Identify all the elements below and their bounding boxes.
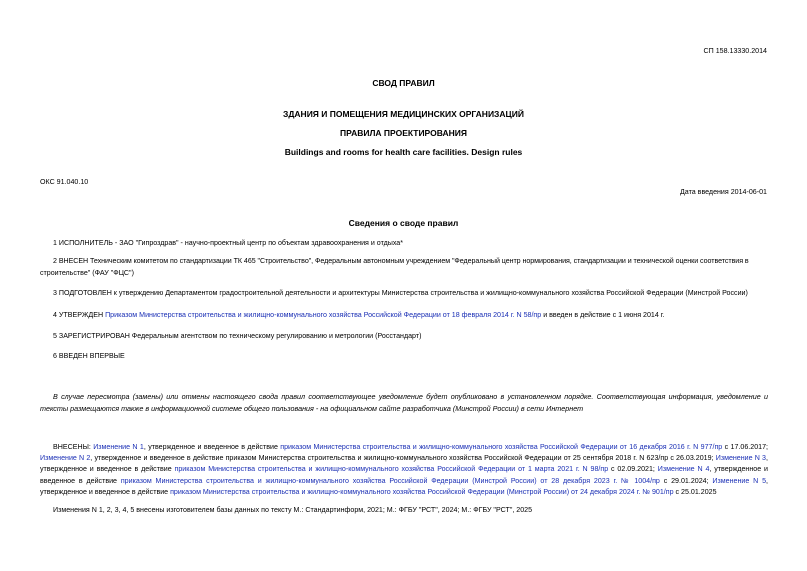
change-3-link[interactable]: Изменение N 3 xyxy=(715,454,767,463)
change-5-date: с 25.01.2025 xyxy=(673,487,717,496)
info-item-6: 6 ВВЕДЕН ВПЕРВЫЕ xyxy=(53,352,125,360)
change-3-text: , утвержденное и введенное в действие xyxy=(40,454,768,474)
revision-notice xyxy=(40,391,768,414)
change-4-date: с 29.01.2024; xyxy=(659,476,709,485)
change-4-order-link[interactable]: приказом Министерства строительства и жилищно-коммунального хозяйства Российской Федерации (Минстрой России) от 28 декабря 2023 г. № 1004/пр xyxy=(120,476,660,485)
info-item-3: 3 ПОДГОТОВЛЕН к утверждению Департаментом градостроительной деятельности и архитектуры Министерства строительства и жилищно-коммунального хозяйства Российской Федерации (Минстрой России) xyxy=(53,289,748,297)
change-1-date: с 17.06.2017; xyxy=(722,443,769,451)
info-item-2 xyxy=(40,256,768,279)
info-item-2-line2: строительстве" (ФАУ "ФЦС") xyxy=(40,268,134,277)
changes-paragraph xyxy=(40,442,768,498)
info-item-1: 1 ИСПОЛНИТЕЛЬ - ЗАО "Гипроздрав" - научно-проектный центр по объектам здравоохранения и отдыха* xyxy=(53,239,404,247)
document-subtitle: ЗДАНИЯ И ПОМЕЩЕНИЯ МЕДИЦИНСКИХ ОРГАНИЗАЦИЙ xyxy=(283,109,524,119)
change-5-link[interactable]: Изменение N 5 xyxy=(712,476,767,485)
change-5-text: , утвержденное и введенное в действие xyxy=(40,476,768,496)
info-item-4-suffix: и введен в действие с 1 июня 2014 г. xyxy=(541,311,665,319)
approval-order-link[interactable]: Приказом Министерства строительства и жилищно-коммунального хозяйства Российской Федерации от 18 февраля 2014 г. N 58/пр xyxy=(105,311,542,319)
section-title: Сведения о своде правил xyxy=(348,218,459,228)
info-item-2-line1: 2 ВНЕСЕН Техническим комитетом по стандартизации ТК 465 "Строительство", Федеральным автономным учреждением "Федеральный центр нормирования, стандартизации и технической оценки соответствия в xyxy=(53,257,749,265)
change-3-order-link[interactable]: приказом Министерства строительства и жилищно-коммунального хозяйства Российской Федерации от 1 марта 2021 г. N 98/пр xyxy=(174,465,609,474)
changes-label: ВНЕСЕНЫ: xyxy=(53,443,94,451)
change-3-date: с 02.09.2021; xyxy=(608,465,655,474)
change-2-link[interactable]: Изменение N 2 xyxy=(40,454,91,463)
change-4-text: , утвержденное и введенное в действие xyxy=(40,465,768,485)
oks-code: ОКС 91.040.10 xyxy=(40,178,89,186)
change-2-text: , утвержденное и введенное в действие приказом Министерства строительства и жилищно-коммунального хозяйства Российской Федерации от 25 сентября 2018 г. N 623/пр с 26.03.2019; xyxy=(90,454,714,463)
info-item-4-prefix: 4 УТВЕРЖДЕН xyxy=(53,311,106,319)
introduction-date: Дата введения 2014-06-01 xyxy=(680,188,767,196)
document-english-title: Buildings and rooms for health care facilities. Design rules xyxy=(284,147,523,157)
changes-source-note: Изменения N 1, 2, 3, 4, 5 внесены изготовителем базы данных по тексту М.: Стандартинформ, 2021; М.: ФГБУ "РСТ", 2024; М.: ФГБУ "РСТ", 2025 xyxy=(53,506,533,514)
document-code: СП 158.13330.2014 xyxy=(703,47,767,55)
change-1-order-link[interactable]: приказом Министерства строительства и жилищно-коммунального хозяйства Российской Федерации от 16 декабря 2016 г. N 977/пр xyxy=(280,443,723,451)
revision-notice-text: В случае пересмотра (замены) или отмены настоящего свода правил соответствующее уведомление будет опубликовано в установленном порядке. Соответствующая информация, уведомление и тексты размещаются также в информационной системе общего пользования - на официальном сайте разработчика (Минстрой России) в сети Интернет xyxy=(40,392,768,413)
change-4-link[interactable]: Изменение N 4 xyxy=(657,465,710,474)
change-5-order-link[interactable]: приказом Министерства строительства и жилищно-коммунального хозяйства Российской Федерации (Минстрой России) от 24 декабря 2024 г. № 901/пр xyxy=(170,487,674,496)
document-subtitle-design-rules: ПРАВИЛА ПРОЕКТИРОВАНИЯ xyxy=(340,128,467,138)
info-item-5: 5 ЗАРЕГИСТРИРОВАН Федеральным агентством по техническому регулированию и метрологии (Росстандарт) xyxy=(53,332,422,340)
document-type-title: СВОД ПРАВИЛ xyxy=(372,78,435,88)
change-1-text: , утвержденное и введенное в действие xyxy=(143,443,281,451)
change-1-link[interactable]: Изменение N 1 xyxy=(93,443,144,451)
info-item-4 xyxy=(53,311,664,320)
